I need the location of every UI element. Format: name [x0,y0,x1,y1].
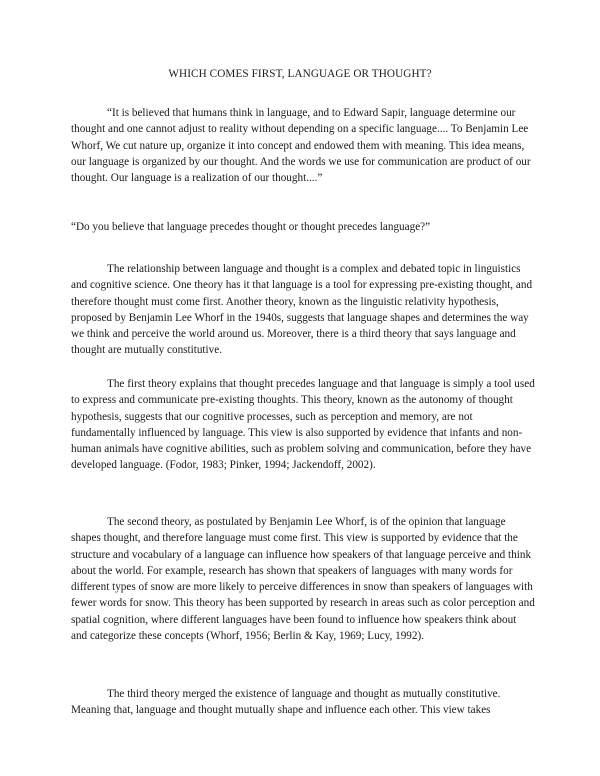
third-theory-paragraph: The third theory merged the existence of language and thought as mutually constitutive. Meaning that, language and thought mutually shape and influence each other. This view takes [71,688,501,717]
document-title: WHICH COMES FIRST, LANGUAGE OR THOUGHT? [168,68,432,80]
question-paragraph: “Do you believe that language precedes thought or thought precedes language?” [71,221,431,233]
second-theory-paragraph: The second theory, as postulated by Benjamin Lee Whorf, is of the opinion that language shapes thought, and therefore language must come first. This view is supported by evidence that the structure and vocabulary of a language can influence how speakers of that language perceive and think about the world. For example, research has shown that speakers of languages with many words for different types of snow are more likely to perceive differences in snow than speakers of languages with fewer words for snow. This theory has been supported by research in areas such as color perception and spatial cognition, where different languages have been found to influence how speakers think about and categorize these concepts (Whorf, 1956; Berlin & Kay, 1969; Lucy, 1992). [71,516,535,643]
intro-paragraph: The relationship between language and thought is a complex and debated topic in linguistics and cognitive science. One theory has it that language is a tool for expressing pre-existing thought, and therefore thought must come first. Another theory, known as the linguistic relativity hypothesis, proposed by Benjamin Lee Whorf in the 1940s, suggests that language shapes and determines the way we think and perceive the world around us. Moreover, there is a third theory that says language and thought are mutually constitutive. [71,263,533,357]
opening-quote-paragraph: “It is believed that humans think in language, and to Edward Sapir, language determine our thought and one cannot adjust to reality without depending on a specific language.... To Benjamin Lee Whorf, We cut nature up, organize it into concept and endowed them with meaning. This idea means, our language is organized by our thought. And the words we use for communication are product of our thought. Our language is a realization of our thought....” [71,107,531,185]
first-theory-paragraph: The first theory explains that thought precedes language and that language is simply a tool used to express and communicate pre-existing thoughts. This theory, known as the autonomy of thought hypothesis, suggests that our cognitive processes, such as perception and memory, are not fundamentally influenced by language. This view is also supported by evidence that infants and non-human animals have cognitive abilities, such as problem solving and communication, before they have developed language. (Fodor, 1983; Pinker, 1994; Jackendoff, 2002). [71,378,535,472]
